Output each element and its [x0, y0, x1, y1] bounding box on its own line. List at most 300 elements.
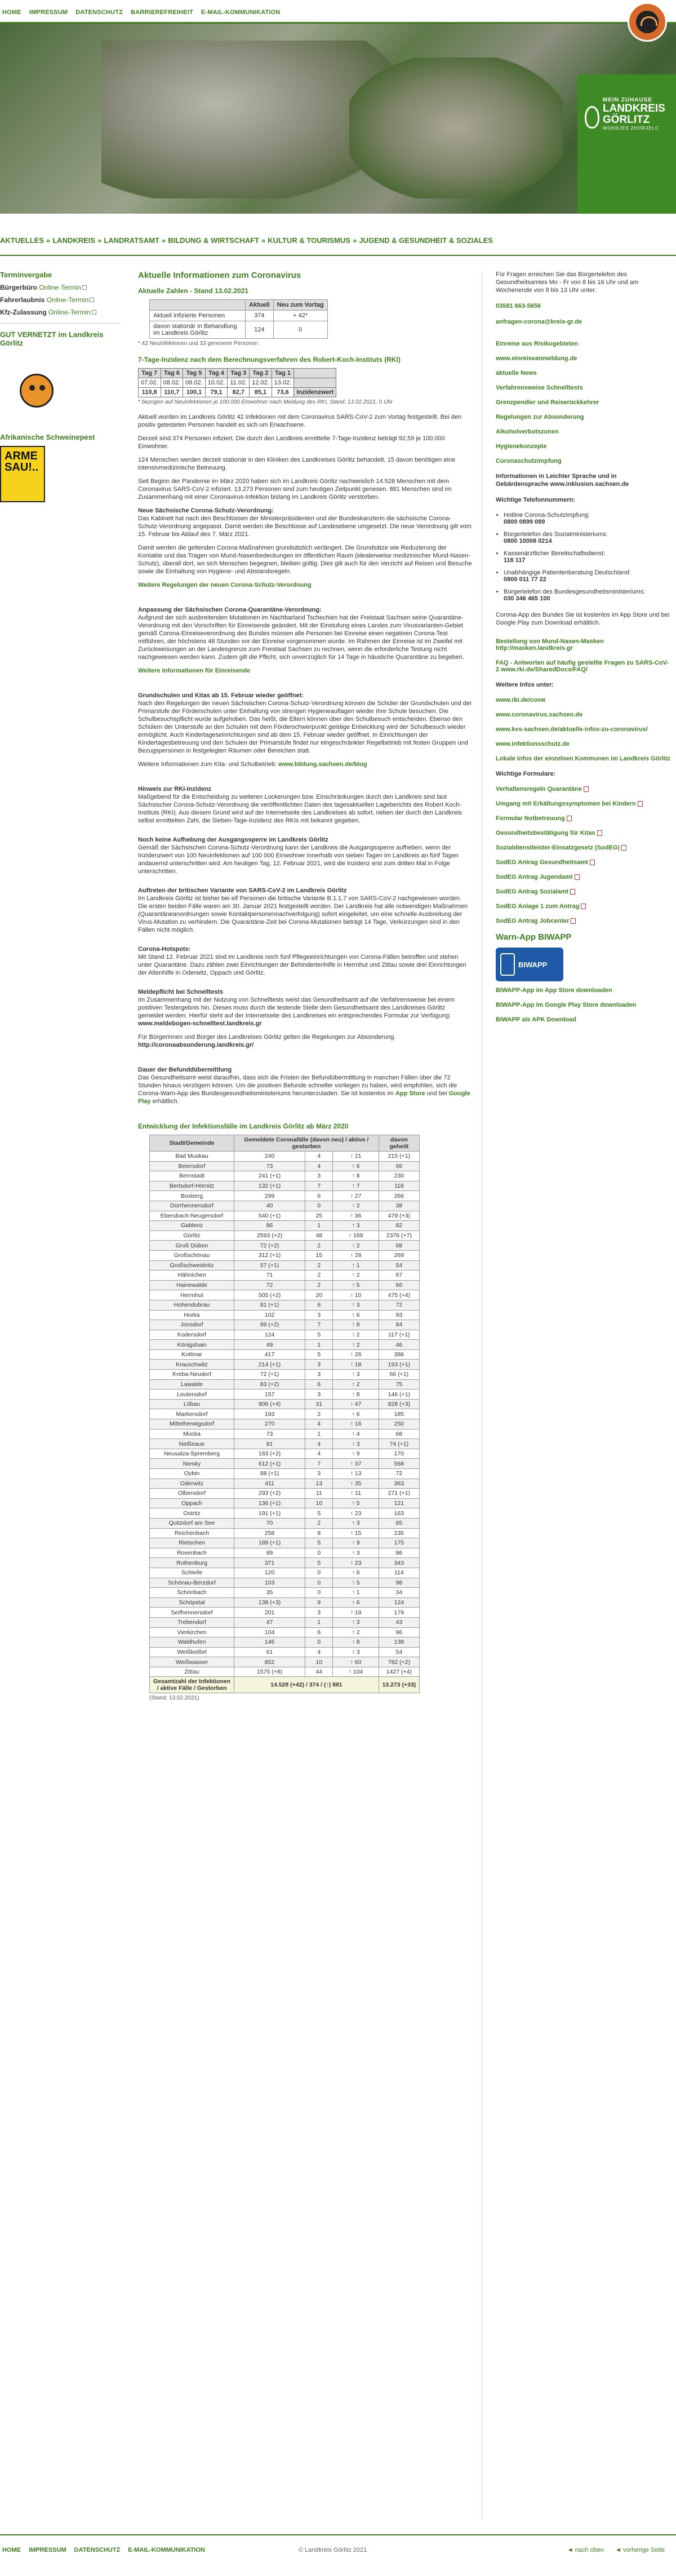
nav-separator: »: [162, 236, 166, 245]
bildung-link[interactable]: www.bildung.sachsen.de/blog: [278, 761, 367, 768]
table-cell: 11: [305, 1489, 333, 1499]
table-cell: 2593 (+2): [234, 1231, 305, 1241]
table-cell: 363: [379, 1479, 419, 1489]
termin-link-text: Online-Termin: [46, 296, 89, 304]
table-cell: 241 (+1): [234, 1171, 305, 1181]
form-link-label: Gesundheitsbestätigung für Kitas: [496, 830, 595, 836]
table-cell: 417: [234, 1349, 305, 1360]
table-cell: 99 (+2): [234, 1320, 305, 1330]
table-cell: ↑ 6: [333, 1597, 379, 1608]
quarantaene-heading: Anpassung der Sächsischen Corona-Quarantäne-Verordnung:: [138, 607, 322, 613]
table-cell: 67: [379, 1271, 419, 1281]
table-cell: 3: [305, 1608, 333, 1618]
table-cell: ↑ 6: [333, 1409, 379, 1419]
table-cell: 68: [379, 1241, 419, 1251]
table-cell: 86: [234, 1221, 305, 1231]
table-cell: 57 (+1): [234, 1260, 305, 1271]
brand-line3: GÖRLITZ: [603, 114, 650, 126]
text-p10: Maßgebend für die Entscheidung zu weiteren Lockerungen bzw. Einschränkungen durch den Landkreis sind laut Sächsischer Corona-Schutz-Verordnung die veröffentlichten Daten des tagesaktuellen Lageberichts des Robert Koch-Instituts (RKI). Aus diesem Grund wird auf der Internetseite des Landkreises ab sofort, neben der durch den Landkreis selbst ermittelten Zahl, die Sieben-Tage-Inzidenz des RKIs mit bekannt gegeben.: [138, 794, 462, 824]
main-nav-item[interactable]: KULTUR & TOURISMUS: [268, 236, 351, 245]
termin-link-title: Fahrerlaubnis: [0, 296, 45, 304]
sidebar-link[interactable]: Coronaschutzimpfung: [496, 458, 562, 464]
table-cell: 8: [305, 1528, 333, 1538]
stand-heading: Aktuelle Zahlen - Stand 13.02.2021: [138, 287, 249, 295]
table-row: [150, 1469, 420, 1479]
googleplay-link[interactable]: Google Play: [138, 1090, 470, 1105]
top-nav: [2, 9, 281, 16]
sum-cell: 14.528 (+42) / 374 / (↑) 881: [234, 1677, 379, 1693]
incidence-day: Tag 6: [161, 369, 183, 378]
table-row: [150, 321, 328, 339]
form-link[interactable]: [496, 815, 670, 822]
copyright: © Landkreis Görlitz 2021: [299, 2547, 367, 2553]
incidence-day: Tag 4: [205, 369, 228, 378]
table-cell: ↑ 2: [333, 1201, 379, 1211]
phone-number[interactable]: 0800 0899 089: [504, 519, 545, 525]
table-cell: 102: [234, 1310, 305, 1320]
table-row: [150, 1518, 420, 1528]
table-cell: 411: [234, 1479, 305, 1489]
sidebar-link[interactable]: Hygienekonzepte: [496, 443, 547, 450]
landkreis-logo[interactable]: [581, 97, 671, 131]
sidebar-link[interactable]: Bestellung von Mund-Nasen-Masken http://masken.landkreis.gr: [496, 638, 604, 652]
table-row: [150, 1191, 420, 1201]
virus-eye: [29, 385, 35, 391]
schweinepest-heading[interactable]: Afrikanische Schweinepest: [0, 433, 95, 441]
table-cell: 71: [234, 1271, 305, 1281]
table-cell: Aktuell infizierte Personen: [150, 311, 246, 321]
form-link[interactable]: [496, 786, 670, 793]
verordnung-link[interactable]: Weitere Regelungen der neuen Corona-Schutz-Verordnung: [138, 582, 312, 588]
table-cell: Mücka: [150, 1429, 234, 1439]
table-cell: 2: [305, 1409, 333, 1419]
variante-heading: Auftreten der britischen Variante von SARS-CoV-2 im Landkreis Görlitz: [138, 887, 347, 894]
table-cell: 6: [305, 1191, 333, 1201]
footer-link[interactable]: IMPRESSUM: [29, 2547, 66, 2553]
table-cell: 54: [379, 1260, 419, 1271]
sidebar-link[interactable]: Verfahrensweise Schnelltests: [496, 384, 583, 391]
table-cell: Kodersdorf: [150, 1330, 234, 1340]
table-cell: Schönau-Berzdorf: [150, 1578, 234, 1588]
biwapp-link[interactable]: BIWAPP als APK Download: [496, 1016, 577, 1023]
main-nav-item[interactable]: LANDKREIS: [52, 236, 96, 245]
table-cell: ↑ 9: [333, 1449, 379, 1459]
table-cell: 235: [379, 1528, 419, 1538]
table-cell: 2376 (+7): [379, 1231, 419, 1241]
table-cell: ↑ 3: [333, 1300, 379, 1310]
text-p15: [138, 1033, 472, 1049]
table-cell: 293 (+2): [234, 1489, 305, 1499]
terminvergabe-heading: Terminvergabe: [0, 271, 52, 279]
table-cell: 1: [305, 1221, 333, 1231]
table-cell: 68: [379, 1429, 419, 1439]
table-cell: 475 (+4): [379, 1290, 419, 1300]
einreise-link[interactable]: Weitere Informationen für Einreisende: [138, 667, 251, 674]
table-row: [150, 1508, 420, 1519]
form-link[interactable]: [496, 903, 670, 910]
top-nav-link[interactable]: HOME: [2, 9, 21, 16]
external-link-icon: [82, 285, 87, 290]
phone-number[interactable]: 116 117: [504, 557, 526, 564]
form-link-label: SodEG Antrag Gesundheitsamt: [496, 859, 589, 866]
table-cell: ↑ 26: [333, 1349, 379, 1360]
footer-link[interactable]: HOME: [2, 2547, 21, 2553]
text-p14: [138, 996, 472, 1028]
nav-separator: »: [97, 236, 102, 245]
sidebar-link[interactable]: Grenzpendler und Reiserückkehrer: [496, 399, 599, 406]
sum-row: [150, 1677, 420, 1693]
table-cell: 74 (+1): [379, 1439, 419, 1449]
table-cell: 568: [379, 1459, 419, 1469]
table-cell: 43: [379, 1617, 419, 1627]
figures-note: * 42 Neuinfektionen und 33 genesene Personen: [138, 340, 258, 347]
table-cell: 13: [305, 1479, 333, 1489]
phone-item: [504, 512, 670, 525]
leichte-sprache[interactable]: Informationen in Leichter Sprache und in Gebärdensprache www.inklusion.sachsen.de: [496, 473, 629, 488]
incidence-date: 10.02.: [205, 378, 228, 388]
table-cell: 3: [305, 1389, 333, 1400]
termin-link-text: Online-Termin: [39, 284, 82, 291]
incidence-day: Tag 5: [183, 369, 206, 378]
main-nav-item[interactable]: LANDRATSAMT: [104, 236, 159, 245]
hotline-hours: Für Fragen erreichen Sie das Bürgertelefon des Gesundheitsamtes Mo - Fr von 8 bis 16 Uhr und am Wochenende von 8 bis 13 Uhr unter:: [496, 271, 639, 294]
gut-vernetzt-heading[interactable]: GUT VERNETZT im Landkreis Görlitz: [0, 330, 104, 347]
main-nav-item[interactable]: JUGEND & GESUNDHEIT & SOZIALES: [359, 236, 493, 245]
sidebar-link[interactable]: aktuelle News: [496, 370, 537, 377]
table-cell: ↑ 169: [333, 1231, 379, 1241]
table-cell: 1: [305, 1340, 333, 1350]
form-link[interactable]: [496, 874, 670, 880]
previous-page-link[interactable]: ◄ vorherige Seite: [615, 2547, 665, 2553]
table-row: [150, 1221, 420, 1231]
to-top-link[interactable]: ◄ nach oben: [567, 2547, 604, 2553]
table-cell: 136 (+1): [234, 1498, 305, 1508]
table-cell: 4: [305, 1449, 333, 1459]
table-cell: 73: [234, 1161, 305, 1171]
form-link-label: Sozialdienstleister-Einsatzgesetz (SodEG): [496, 844, 620, 851]
verordnung-heading: Neue Sächsische Corona-Schutz-Verordnung:: [138, 507, 274, 514]
pdf-icon: [590, 860, 595, 865]
table-cell: 266: [379, 1191, 419, 1201]
table-cell: 104: [234, 1627, 305, 1637]
municipality-table: [149, 1135, 420, 1693]
table-cell: 2: [305, 1260, 333, 1271]
info-link[interactable]: www.rki.de/covw: [496, 697, 546, 703]
grundschulen-heading: Grundschulen und Kitas ab 15. Februar wieder geöffnet:: [138, 692, 304, 699]
form-link-label: SodEG Antrag Jugendamt: [496, 874, 573, 880]
table-row: [150, 1409, 420, 1419]
footer-link[interactable]: E-MAIL-KOMMUNIKATION: [128, 2547, 205, 2553]
biwapp-link[interactable]: BIWAPP-App im App Store downloaden: [496, 987, 612, 994]
table-cell: 270: [234, 1419, 305, 1429]
incidence-date: 13.02.: [272, 378, 294, 388]
table-cell: 6: [305, 1300, 333, 1310]
table-cell: Quitzdorf am See: [150, 1518, 234, 1528]
table-cell: 81 (+1): [234, 1300, 305, 1310]
virus-mascot-image[interactable]: [0, 354, 73, 427]
table-cell: ↑ 3: [333, 1617, 379, 1627]
table-cell: Markersdorf: [150, 1409, 234, 1419]
table-row: [150, 1201, 420, 1211]
incidence-value: 110,7: [161, 388, 183, 397]
table-cell: 46: [379, 1340, 419, 1350]
table-cell: 371: [234, 1558, 305, 1568]
info-link[interactable]: www.infektionsschutz.de: [496, 741, 570, 747]
table-row: [150, 1370, 420, 1380]
phone-number[interactable]: 030 346 465 100: [504, 595, 550, 602]
table-cell: 1: [305, 1429, 333, 1439]
top-nav-link[interactable]: BARRIEREFREIHEIT: [131, 9, 193, 16]
table-cell: Ostritz: [150, 1508, 234, 1519]
table-cell: Rietschen: [150, 1538, 234, 1548]
termin-link[interactable]: [0, 296, 121, 304]
top-nav-link[interactable]: IMPRESSUM: [29, 9, 68, 16]
table-cell: ↑ 6: [333, 1568, 379, 1578]
table-cell: ↑ 8: [333, 1389, 379, 1400]
form-link[interactable]: [496, 830, 670, 836]
table-cell: 240: [234, 1152, 305, 1162]
table-cell: 906 (+4): [234, 1399, 305, 1409]
table-cell: 0: [305, 1548, 333, 1558]
biwapp-logo[interactable]: [496, 948, 563, 981]
form-link[interactable]: [496, 859, 670, 866]
table-cell: 189 (+1): [234, 1538, 305, 1548]
table-cell: 1427 (+4): [379, 1667, 419, 1677]
table-cell: 5: [305, 1538, 333, 1548]
incidence-day: Tag 7: [139, 369, 161, 378]
table-row: [150, 1617, 420, 1627]
sidebar-link[interactable]: Regelungen zur Absonderung: [496, 414, 584, 421]
table-cell: 215 (+1): [379, 1152, 419, 1162]
incidence-date: 12.02.: [250, 378, 272, 388]
table-cell: Rosenbach: [150, 1548, 234, 1558]
table-cell: 44: [305, 1667, 333, 1677]
table-header: Aktuell: [246, 300, 274, 311]
text-p8: Nach den Regelungen der neuen Sächsischen Corona-Schutz-Verordnung können die Schüler der Grundschulen und der Primarstufe der Förderschulen unter Einhaltung von strengen Hygieneauflagen wieder ihre Schule besuchen. Die Schulbesuchspflicht wurde aufgehoben. Das heißt, die Eltern können über den Schulbesuch entscheiden. Ebenso den Schülern der Unterstufe an den Schulen mit dem Förderschwerpunkt geistige Entwicklung wird der Schulbesuch wieder ermöglicht. Auch Kindertageseinrichtungen sind ab dem 15. Februar wieder geöffnet. In Einrichtungen der Kindertagesbetreuung und den Schulen der Primarstufe findet nur eingeschränkter Regelbetrieb mit festen Gruppen und Bezugspersonen in festgelegten Räumen oder Bereichen statt.: [138, 700, 472, 754]
termin-link[interactable]: [0, 284, 121, 291]
info-link[interactable]: Lokale Infos der einzelnen Kommunen im Landkreis Görlitz: [496, 755, 670, 762]
appstore-link[interactable]: App Store: [395, 1090, 425, 1097]
text-p1: Aktuell wurden im Landkreis Görlitz 42 Infektionen mit dem Coronavirus SARS-CoV-2 zum Vortag festgestellt. Bei den positiv getesteten Personen handelt es sich um Erwachsene.: [138, 414, 462, 428]
table-cell: Mittelherwigsdorf: [150, 1419, 234, 1429]
table-cell: 40: [234, 1201, 305, 1211]
table-cell: Bernstadt: [150, 1171, 234, 1181]
table-cell: 2: [305, 1241, 333, 1251]
pdf-icon: [638, 801, 643, 807]
table-cell: 7: [305, 1320, 333, 1330]
table-cell: ↑ 2: [333, 1627, 379, 1637]
info-link[interactable]: www.kvs-sachsen.de/aktuelle-infos-zu-coronavirus/: [496, 726, 648, 733]
table-cell: Ebersbach-Neugersdorf: [150, 1211, 234, 1221]
text-p15a: Für Bürgerinnen und Bürger des Landkreises Görlitz gelten die Regelungen zur Absonderung.: [138, 1034, 396, 1041]
table-cell: Bad Muskau: [150, 1152, 234, 1162]
table-cell: 828 (+3): [379, 1399, 419, 1409]
table-cell: 3: [305, 1360, 333, 1370]
page-nav: [567, 2547, 665, 2553]
table-cell: 258: [234, 1528, 305, 1538]
absonderung-link[interactable]: http://coronaabsonderung.landkreis.gr/: [138, 1042, 254, 1048]
table-cell: 0: [305, 1568, 333, 1578]
table-cell: 103: [234, 1578, 305, 1588]
sidebar-link[interactable]: FAQ - Antworten auf häufig gestellte Fragen zu SARS-CoV-2 www.rki.de/SharedDocs/FAQ/: [496, 660, 669, 673]
table-cell: 214 (+1): [234, 1360, 305, 1370]
table-row: [150, 1310, 420, 1320]
ausgangssperre-heading: Noch keine Aufhebung der Ausgangssperre im Landkreis Görlitz: [138, 836, 328, 843]
table-cell: 83 (+2): [234, 1379, 305, 1389]
table-cell: ↑ 16: [333, 1419, 379, 1429]
biwapp-link[interactable]: BIWAPP-App im Google Play Store downloaden: [496, 1002, 637, 1008]
arme-sau-image[interactable]: ARME SAU!..: [0, 446, 45, 502]
warnapp-heading: Warn-App BIWAPP: [496, 932, 572, 942]
table-cell: Boxberg: [150, 1191, 234, 1201]
table-cell: 98: [379, 1578, 419, 1588]
incidence-table: [138, 368, 336, 397]
table-cell: Königshain: [150, 1340, 234, 1350]
table-row: [150, 1419, 420, 1429]
top-nav-link[interactable]: DATENSCHUTZ: [75, 9, 123, 16]
top-bar: [0, 0, 676, 24]
table-cell: 343: [379, 1558, 419, 1568]
hotline-phone[interactable]: 03581 663-5656: [496, 303, 541, 309]
sidebar-link[interactable]: Alkoholverbotszonen: [496, 428, 559, 435]
sidebar-link[interactable]: Einreise aus Risikogebieten: [496, 340, 579, 347]
table-row: [150, 1349, 420, 1360]
table-cell: 3: [305, 1310, 333, 1320]
hotline-email[interactable]: anfragen-corona@kreis-gr.de: [496, 318, 582, 325]
table-cell: ↑ 8: [333, 1637, 379, 1648]
incidence-empty: [294, 369, 336, 378]
table-cell: 193 (+1): [379, 1360, 419, 1370]
table-cell: 93: [379, 1310, 419, 1320]
table-cell: Waldhufen: [150, 1637, 234, 1648]
table-cell: 193: [234, 1409, 305, 1419]
table-cell: 157: [234, 1389, 305, 1400]
table-cell: Gablenz: [150, 1221, 234, 1231]
table-cell: ↑ 10: [333, 1290, 379, 1300]
table-cell: 1575 (+8): [234, 1667, 305, 1677]
footprint-icon: [585, 106, 599, 129]
table-cell: Weißkeißel: [150, 1647, 234, 1657]
main-nav-item[interactable]: BILDUNG & WIRTSCHAFT: [168, 236, 259, 245]
table-cell: 0: [305, 1588, 333, 1598]
meldebogen-link[interactable]: www.meldebogen-schnelltest.landkreis.gr: [138, 1020, 262, 1027]
incidence-date: 07.02.: [139, 378, 161, 388]
sum-cell: 13.273 (+33): [379, 1677, 419, 1693]
table-cell: 146 (+1): [379, 1389, 419, 1400]
table-row: [150, 1260, 420, 1271]
table-cell: 66: [379, 1280, 419, 1290]
form-link[interactable]: [496, 888, 670, 895]
table-row: [150, 1161, 420, 1171]
info-link[interactable]: www.coronavirus.sachsen.de: [496, 711, 583, 718]
table-cell: Dürrhennersdorf: [150, 1201, 234, 1211]
termin-link-text: Online-Termin: [48, 308, 91, 316]
table-row: [150, 1459, 420, 1469]
footer-nav: [2, 2547, 205, 2553]
table-cell: 75: [379, 1379, 419, 1389]
table-cell: 89: [234, 1548, 305, 1558]
table-header: [150, 300, 246, 311]
virus-body: [20, 374, 54, 408]
entwicklung-heading: Entwicklung der Infektionsfälle im Landkreis Görlitz ab März 2020: [138, 1122, 349, 1130]
table-cell: 146: [234, 1637, 305, 1648]
table-cell: ↑ 104: [333, 1667, 379, 1677]
pdf-icon: [621, 845, 626, 851]
form-link[interactable]: [496, 800, 670, 807]
table-cell: Herrnhut: [150, 1290, 234, 1300]
phone-label: • Kassenärztlicher Bereitschaftsdienst:: [504, 550, 606, 557]
main-nav-item[interactable]: AKTUELLES: [0, 236, 44, 245]
rock-image: [349, 57, 563, 198]
footer-link[interactable]: DATENSCHUTZ: [74, 2547, 121, 2553]
table-cell: 48: [305, 1231, 333, 1241]
text-p9: [138, 760, 472, 768]
phone-number[interactable]: 0800 011 77 22: [504, 576, 546, 583]
table-cell: 72: [379, 1300, 419, 1310]
nav-separator: »: [353, 236, 357, 245]
table-row: [150, 1181, 420, 1191]
table-cell: 4: [305, 1647, 333, 1657]
table-cell: 124: [246, 321, 274, 339]
table-cell: ↑ 9: [333, 1538, 379, 1548]
table-row: [150, 1250, 420, 1260]
phone-label: • Hotline Corona-Schutzimpfung:: [504, 512, 590, 519]
stand-note: (Stand: 13.02.2021): [149, 1695, 199, 1702]
table-cell: ↑ 3: [333, 1439, 379, 1449]
radio-icon[interactable]: [628, 2, 667, 42]
table-cell: 72 (+2): [234, 1241, 305, 1251]
table-cell: 4: [305, 1419, 333, 1429]
table-cell: ↑ 5: [333, 1280, 379, 1290]
table-cell: 84: [379, 1320, 419, 1330]
incidence-label: Inzidenzwert: [294, 388, 336, 397]
biwapp-label: BIWAPP: [518, 960, 548, 969]
text-p6: Damit werden die geltenden Corona-Maßnahmen grundsätzlich verlängert. Die Grundsätze wie Reduzierung der Kontakte und das Tragen von Mund-Nasenbedeckungen im öffentlichen Raum (idealerweise medizinischer Mund-Nasen-Schutz), überall dort, wo sich Menschen begegnen, bleiben gültig. Dies gilt auch für den Verzicht auf Reisen und Besuche sowie die Einhaltung von Hygiene- und Abstandsregeln.: [138, 545, 472, 575]
table-row: [150, 1588, 420, 1598]
table-cell: Oppach: [150, 1498, 234, 1508]
sidebar-link[interactable]: www.einreiseanmeldung.de: [496, 355, 577, 362]
table-row: [150, 1597, 420, 1608]
table-cell: Oderwitz: [150, 1479, 234, 1489]
termin-link[interactable]: [0, 308, 121, 316]
table-cell: 10: [305, 1657, 333, 1667]
text-p2: Derzeit sind 374 Personen infiziert. Die durch den Landkreis ermittelte 7-Tage-Inzidenz beträgt 92,59 je 100.000 Einwohner.: [138, 435, 445, 450]
form-link[interactable]: [496, 918, 670, 924]
table-cell: 25: [305, 1211, 333, 1221]
table-cell: Hähnichen: [150, 1271, 234, 1281]
table-cell: ↑ 47: [333, 1399, 379, 1409]
table-cell: ↑ 28: [333, 1250, 379, 1260]
table-row: [150, 311, 328, 321]
table-cell: 6: [305, 1627, 333, 1637]
table-cell: Schleife: [150, 1568, 234, 1578]
top-nav-link[interactable]: E-MAIL-KOMMUNIKATION: [201, 9, 281, 16]
table-cell: 66 (+1): [379, 1370, 419, 1380]
table-cell: Neißeaue: [150, 1439, 234, 1449]
table-cell: 88 (+1): [234, 1469, 305, 1479]
table-cell: 132 (+1): [234, 1181, 305, 1191]
table-row: [150, 1389, 420, 1400]
table-row: [150, 1528, 420, 1538]
table-cell: ↑ 15: [333, 1528, 379, 1538]
table-cell: 0: [305, 1201, 333, 1211]
phone-number[interactable]: 0800 10008 0214: [504, 538, 552, 545]
table-cell: Lawalde: [150, 1379, 234, 1389]
table-cell: ↑ 35: [333, 1479, 379, 1489]
table-cell: Olbersdorf: [150, 1489, 234, 1499]
form-link[interactable]: [496, 844, 670, 851]
table-cell: Schöpstal: [150, 1597, 234, 1608]
